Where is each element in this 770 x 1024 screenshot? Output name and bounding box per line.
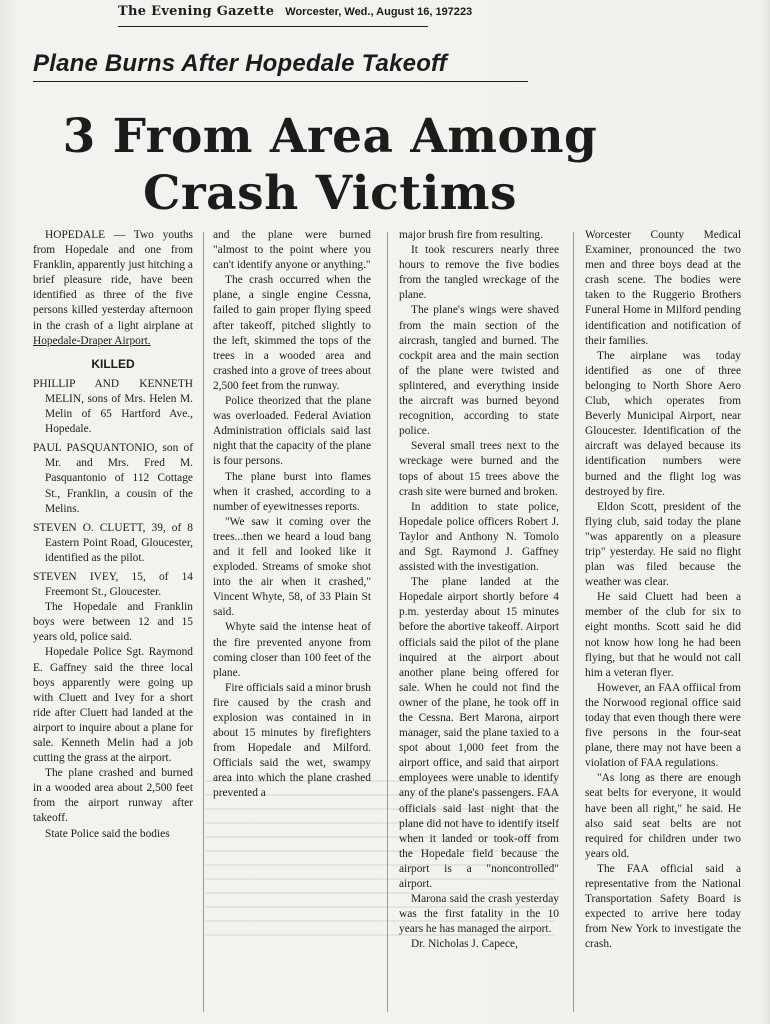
- paragraph: The FAA official said a representative from the National Transportation Safety Board is expected to arrive here today from New York to investigate the crash.: [585, 862, 741, 951]
- paragraph: major brush fire from resulting.: [399, 229, 543, 241]
- article-column-4: [585, 228, 741, 953]
- paragraph: Several small trees next to the wreckage were burned and the tops of about 15 trees above the crash site were burned and broken.: [399, 440, 559, 498]
- victim-entry: PHILLIP AND KENNETH MELIN, sons of Mrs. Helen M. Melin of 65 Hartford Ave., Hopedale.: [33, 377, 193, 436]
- section-heading-killed: KILLED: [91, 356, 135, 371]
- paragraph: Whyte said the intense heat of the fire prevented anyone from coming closer than 100 feet of the plane.: [213, 621, 371, 679]
- main-headline: [30, 108, 630, 222]
- paragraph: It took rescurers nearly three hours to remove the five bodies from the tangled wreckage of the plane.: [399, 244, 559, 302]
- paragraph: The plane's wings were shaved from the main section of the aircrash, tangled and burned. The cockpit area and the main section of the plane were twisted and splintered, and everything inside the aircraft was burned beyond recognition, according to state police.: [399, 304, 559, 438]
- paragraph: Marona said the crash yesterday was the first fatality in the 10 years he has managed the airport.: [399, 893, 559, 936]
- paragraph: and the plane were burned "almost to the point where you can't identify anyone or anything.": [213, 229, 371, 272]
- dateline: Worcester, Wed., August 16, 1972: [285, 6, 460, 18]
- headline-line-2: Crash Victims: [143, 166, 517, 221]
- masthead: [118, 4, 473, 27]
- paragraph: Hopedale Police Sgt. Raymond E. Gaffney said the three local boys apparently were going up with Cluett and Ivey for a short ride after Cluett had landed at the airport to inquire about a plane for sale. Kenneth Melin had a job cutting the grass at the airport.: [33, 646, 193, 765]
- paragraph: In addition to state police, Hopedale police officers Robert J. Taylor and Anthony N. Tomolo and Sgt. Raymond J. Gaffney assisted with the investigation.: [399, 500, 559, 574]
- newspaper-name: The Evening Gazette: [118, 4, 275, 19]
- paragraph: The Hopedale and Franklin boys were between 12 and 15 years old, police said.: [33, 601, 193, 644]
- paragraph: The plane burst into flames when it crashed, according to a number of eyewitnesses reports.: [213, 470, 371, 513]
- paragraph: [33, 228, 193, 349]
- victim-entry: STEVEN O. CLUETT, 39, of 8 Eastern Point Road, Gloucester, identified as the pilot.: [33, 521, 193, 564]
- paragraph: The airplane was today identified as one of three belonging to North Shore Aero Club, which operates from Beverly Municipal Airport, near Gloucester. Identification of the aircraft was delayed because its identification numbers were burned and the flight log was destroyed by fire.: [585, 349, 741, 498]
- kicker-headline: Plane Burns After Hopedale Takeoff: [33, 50, 528, 82]
- article-column-2: [213, 228, 371, 802]
- paragraph: Worcester County Medical Examiner, pronounced the two men and three boys dead at the crash scene. The bodies were taken to the Ruggerio Brothers Funeral Home in Milford pending identification and notification of their families.: [585, 229, 741, 347]
- paragraph: However, an FAA offiical from the Norwood regional office said today that even though there were five persons in the four-seat plane, there may not have been a violation of FAA regulations.: [585, 681, 741, 770]
- page-number: 23: [459, 6, 473, 18]
- paragraph: Dr. Nicholas J. Capece,: [411, 938, 518, 951]
- article-column-1: [33, 228, 193, 842]
- column-rule: [573, 232, 574, 1012]
- paragraph: Police theorized that the plane was overloaded. Federal Aviation Administration officials said last night that the capacity of the plane is four persons.: [213, 395, 371, 468]
- paragraph: Eldon Scott, president of the flying club, said today the plane "was apparently on a pleasure trip" yesterday. He said no flight plan was filed because the weather was clear.: [585, 500, 741, 589]
- airport-name: Hopedale-Draper Airport.: [33, 334, 151, 347]
- paragraph: The plane crashed and burned in a wooded area about 2,500 feet from the airport runway after takeoff.: [33, 767, 193, 825]
- column-rule: [387, 232, 388, 1012]
- column-rule: [203, 232, 204, 1012]
- victim-entry: STEVEN IVEY, 15, of 14 Freemont St., Gloucester.: [33, 570, 193, 599]
- paragraph: Fire officials said a minor brush fire caused by the crash and explosion was contained in in about 15 minutes by firefighters from Hopedale and Milford. Officials said the wet, swampy area into which the plane crashed prevented a: [213, 681, 371, 800]
- paragraph: He said Cluett had been a member of the club for six to eight months. Scott said he did not know how long he had been flying, but that he would not call him a veteran flyer.: [585, 591, 741, 679]
- paragraph: "As long as there are enough seat belts for everyone, it would have been all right," he said. He also said seat belts are not required for children under two years old.: [585, 772, 741, 860]
- paragraph: The crash occurred when the plane, a single engine Cessna, failed to gain proper flying speed after takeoff, pitched slightly to the left, skimmed the tops of the trees in a wooded area and crashed into a grove of trees about 2,500 feet from the runway.: [213, 274, 371, 392]
- paragraph: "We saw it coming over the trees...then we heard a loud bang and it fell and looked like it exploded. Streams of smoke shot into the air when it crashed," Vincent Whyte, 58, of 33 Plain St said.: [213, 515, 371, 619]
- paragraph: The plane landed at the Hopedale airport shortly before 4 p.m. yesterday about 15 minutes before the abortive takeoff. Airport officials said the pilot of the plane inquired at the airport about another plane being offered for sale. When he could not find the owner of the plane, he took off in the Cessna. Bert Marona, airport manager, said the plane taxied to a spot about 1,000 feet from the airport office, and said that airport employees were unable to identify any of the plane's passengers. FAA officials said last night that the plane did not have to identify itself when it landed or took-off from the Hopedale field because the airport is a "noncontrolled" airport.: [399, 576, 559, 891]
- lead-text: HOPEDALE — Two youths from Hopedale and one from Franklin, apparently just hitching a brief pleasure ride, have been identified as three of the five persons killed yesterday afternoon in the crash of a light airplane at: [33, 229, 193, 332]
- victim-entry: PAUL PASQUANTONIO, son of Mr. and Mrs. Fred M. Pasquantonio of 112 Cottage St., Franklin, a cousin of the Melins.: [33, 442, 193, 515]
- headline-line-1: 3 From Area Among: [62, 109, 598, 164]
- paragraph: State Police said the bodies: [45, 827, 170, 840]
- article-column-3: [399, 228, 559, 953]
